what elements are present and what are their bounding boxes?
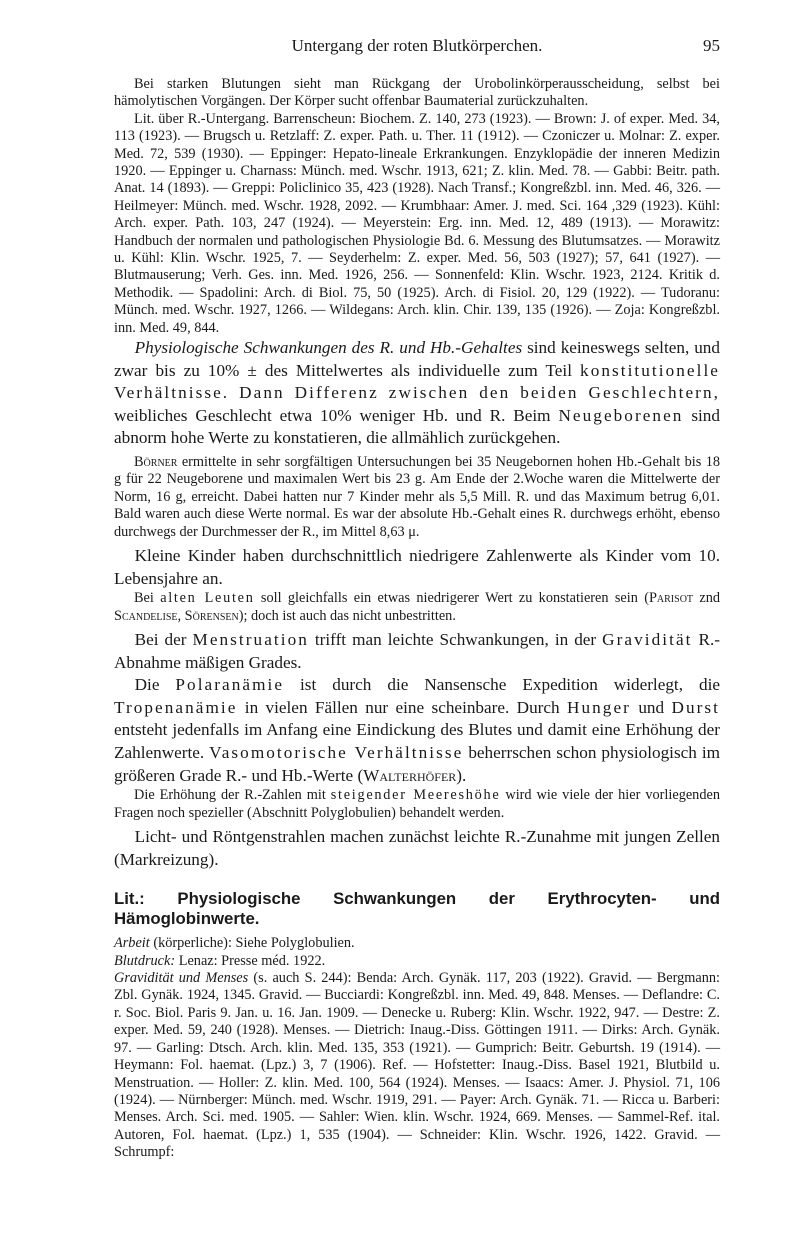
paragraph-polaranaemie: Die Polaranämie ist durch die Nansensche Expedition widerlegt, die Tropenanämie in vielen Fällen nur eine scheinbare. Durch Hunger und Durst entsteht jedenfalls im Anfang eine Eindickung des Blutes und damit eine Erhöhung der Zahlenwerte. Vasomotorische Verhältnisse beherrschen schon physiologisch im größeren Grade R.- und Hb.-Werte (Walterhöfer).	[114, 675, 720, 785]
running-title: Untergang der roten Blutkörperchen.	[291, 36, 543, 55]
paragraph-kleine-kinder: Kleine Kinder haben durchschnittlich niedrigere Zahlenwerte als Kinder vom 10. Lebensjahre an.	[114, 546, 720, 588]
paragraph-licht-roentgen: Licht- und Röntgenstrahlen machen zunächst leichte R.-Zunahme mit jungen Zellen (Markreizung).	[114, 827, 720, 869]
paragraph-meereshoehe: Die Erhöhung der R.-Zahlen mit steigender Meereshöhe wird wie viele der hier vorliegenden Fragen noch spezieller (Abschnitt Polyglobulien) behandelt werden.	[114, 787, 720, 821]
literature-entry-blutdruck: Blutdruck: Lenaz: Presse méd. 1922.	[114, 952, 326, 969]
author-name: Scandelise, Sörensen	[114, 607, 239, 624]
paragraph-alte-leute: Bei alten Leuten soll gleichfalls ein etwas niedrigerer Wert zu konstatieren sein (Parisot znd Scandelise, Sörensen); doch ist auch das nicht unbestritten.	[114, 590, 721, 624]
spaced-text: Gravidität	[602, 630, 693, 650]
literature-heading: Lit.: Physiologische Schwankungen der Erythrocyten- und Hämoglobinwerte.	[114, 889, 720, 929]
spaced-text: steigender Meereshöhe	[330, 787, 501, 804]
author-name: Börner	[134, 454, 178, 471]
paragraph-menstruation: Bei der Menstruation trifft man leichte Schwankungen, in der Gravidität R.-Abnahme mäßigen Grades.	[114, 630, 720, 672]
running-header	[114, 36, 720, 64]
spaced-text: alten Leuten	[160, 590, 255, 607]
spaced-text: Tropenanämie	[114, 697, 238, 717]
emphasis-heading: Physiologische Schwankungen des R. und Hb.-Gehaltes	[134, 338, 523, 358]
spaced-text: Hunger	[567, 697, 631, 717]
paragraph-blutungen: Bei starken Blutungen sieht man Rückgang der Urobolinkörperausscheidung, selbst bei hämolytischen Vorgängen. Der Körper sucht offenbar Baumaterial zurückzuhalten.	[114, 76, 720, 110]
page-number: 95	[703, 36, 720, 55]
author-name: Parisot	[648, 590, 694, 607]
literature-entry-arbeit: Arbeit (körperliche): Siehe Polyglobulien.	[114, 935, 355, 952]
author-name: Walterhöfer	[363, 765, 457, 785]
spaced-text: Neugeborenen	[558, 405, 684, 425]
spaced-text: Polaranämie	[175, 675, 285, 695]
spaced-text: konstitutionelle Verhältnisse. Dann Differenz zwischen den beiden Geschlechtern,	[114, 360, 720, 403]
spaced-text: Menstruation	[192, 630, 309, 650]
literature-entry-graviditaet: Gravidität und Menses (s. auch S. 244): Benda: Arch. Gynäk. 117, 203 (1922). Gravid. — Bergmann: Zbl. Gynäk. 1924, 1345. Gravid. — Bucciardi: Kongreßzbl. inn. Med. 49, 848. Menses. — Deflandre: C. r. Soc. Biol. Paris 9. Jan. u. 16. Jan. 1909. — Denecke u. Ruberg: Klin. Wschr. 1922, 947. — Destre: Z. exper. Med. 59, 240 (1928). Menses. — Dietrich: Inaug.-Diss. Göttingen 1911. — Dirks: Arch. Gynäk. 97. — Garling: Dtsch. Arch. klin. Med. 135, 353 (1921). — Gumprich: Beitr. Geburtsh. 19 (1914). — Heymann: Fol. haemat. (Lpz.) 3, 7 (1906). Ref. — Hofstetter: Inaug.-Diss. Basel 1921, Blutbild u. Menstruation. — Holler: Z. klin. Med. 100, 564 (1924). Menses. — Isaacs: Amer. J. Physiol. 71, 106 (1924). — Nürnberger: Münch. med. Wschr. 1919, 291. — Payer: Arch. Gynäk. 71. — Ricca u. Barberi: Menses. Arch. Sci. med. 1905. — Sahler: Wien. klin. Wschr. 1924, 669. Menses. — Sammel-Ref. ital. Autoren, Fol. haemat. (Lpz.) 1, 535 (1904). — Schneider: Klin. Wschr. 1926, 1422. Gravid. — Schrumpf:	[114, 970, 720, 1161]
paragraph-physiologische-schwankungen: Physiologische Schwankungen des R. und Hb.-Gehaltes sind keineswegs selten, und zwar bis zu 10% ± des Mittelwertes als individuelle zum Teil konstitutionelle Verhältnisse. Dann Differenz zwischen den beiden Geschlechtern, weibliches Geschlecht etwa 10% weniger Hb. und R. Beim Neugeborenen sind abnorm hohe Werte zu konstatieren, die allmählich zurückgehen.	[114, 338, 720, 448]
spaced-text: Vasomotorische Verhältnisse	[209, 743, 464, 763]
literature-r-untergang: Lit. über R.-Untergang. Barrenscheun: Biochem. Z. 140, 273 (1923). — Brown: J. of exper. Med. 34, 113 (1923). — Brugsch u. Retzlaff: Z. exper. Path. u. Ther. 11 (1912). — Czoniczer u. Molnar: Z. exper. Med. 72, 539 (1930). — Eppinger: Hepato-lineale Erkrankungen. Enzyklopädie der inneren Medizin 1920. — Eppinger u. Charnass: Münch. med. Wschr. 1913, 621; Z. klin. Med. 78. — Gabbi: Beitr. path. Anat. 14 (1893). — Greppi: Policlinico 35, 423 (1928). Nach Transf.; Kongreßzbl. inn. Med. 46, 326. — Heilmeyer: Münch. med. Wschr. 1928, 2092. — Krumbhaar: Amer. J. med. Sci. 164 ,329 (1923). Kühl: Arch. exper. Path. 103, 247 (1924). — Meyerstein: Erg. inn. Med. 12, 489 (1913). — Morawitz: Handbuch der normalen und pathologischen Physiologie Bd. 6. Messung des Blutumsatzes. — Morawitz u. Kühl: Klin. Wschr. 1925, 7. — Seyderhelm: Z. exper. Med. 56, 503 (1927); 57, 641 (1927). — Blutmauserung; Verh. Ges. inn. Med. 1926, 256. — Sonnenfeld: Klin. Wschr. 1923, 2124. Kritik d. Methodik. — Spadolini: Arch. di Biol. 75, 50 (1925). Arch. di Fisiol. 20, 129 (1922). — Tudoranu: Münch. med. Wschr. 1927, 1266. — Wildegans: Arch. klin. Chir. 139, 135 (1926). — Zoja: Kongreßzbl. inn. Med. 49, 844.	[114, 110, 720, 336]
spaced-text: Durst	[671, 697, 720, 717]
paragraph-boerner: Börner ermittelte in sehr sorgfältigen Untersuchungen bei 35 Neugebornen hohen Hb.-Gehalt bis 18 g für 22 Neugeborene und maximalen Wert bis 23 g. Am Ende der 2.Woche waren die Mittelwerte der Norm, 16 g, erreicht. Dabei hatten nur 7 Kinder mehr als 5,5 Mill. R. und das Maximum betrug 6,01. Bald waren auch diese Werte normal. Es war der absolute Hb.-Gehalt eines R. durchwegs erhöht, ebenso durchwegs der Durchmesser der R., im Mittel 8,63 μ.	[114, 454, 720, 540]
